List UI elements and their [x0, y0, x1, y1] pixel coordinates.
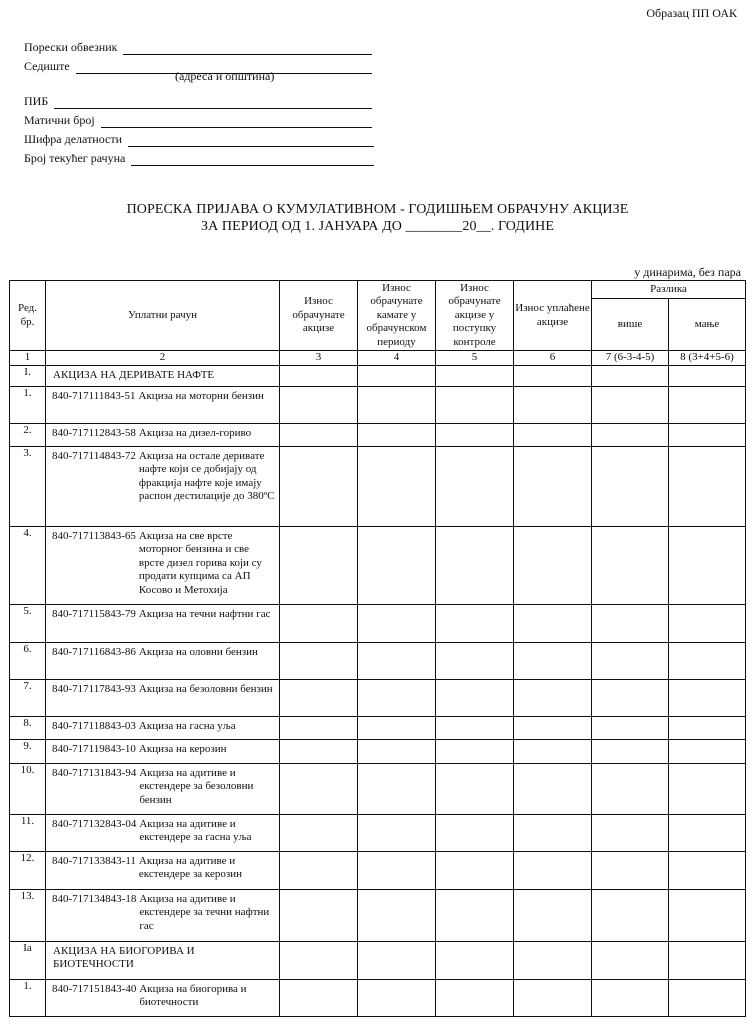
row-number: 1. — [10, 979, 46, 1016]
amount-cell[interactable] — [592, 679, 669, 716]
amount-cell[interactable] — [592, 386, 669, 423]
col-number: 8 (3+4+5-6) — [669, 351, 746, 366]
amount-cell[interactable] — [436, 739, 514, 763]
amount-cell[interactable] — [592, 526, 669, 604]
amount-cell[interactable] — [514, 526, 592, 604]
header-excise-amount: Износ обрачунате акцизе — [280, 281, 358, 351]
account-code: 840-717112843-58 — [52, 426, 136, 439]
excise-table — [9, 280, 746, 1017]
amount-cell[interactable] — [436, 604, 514, 642]
table-row — [10, 851, 746, 889]
account-description: Акциза на оловни бензин — [138, 645, 258, 658]
row-number: 5. — [10, 604, 46, 642]
amount-cell[interactable] — [514, 446, 592, 526]
amount-cell[interactable] — [358, 716, 436, 739]
table-row — [10, 763, 746, 814]
amount-cell[interactable] — [358, 851, 436, 889]
field-label: Порески обвезник — [24, 40, 118, 54]
row-number: 2. — [10, 423, 46, 446]
amount-cell[interactable] — [669, 814, 746, 851]
amount-cell[interactable] — [436, 642, 514, 679]
account-description: Акциза на адитиве и екстендере за гасна уља — [139, 817, 252, 843]
field-blank[interactable] — [54, 96, 372, 109]
amount-cell[interactable] — [436, 679, 514, 716]
row-number: 13. — [10, 889, 46, 941]
amount-cell[interactable] — [280, 386, 358, 423]
title-line-1: ПОРЕСКА ПРИЈАВА О КУМУЛАТИВНОМ - ГОДИШЊЕМ ОБРАЧУНУ АКЦИЗЕ — [126, 202, 629, 217]
table-row — [10, 446, 746, 526]
col-number: 3 — [280, 351, 358, 366]
amount-cell[interactable] — [280, 604, 358, 642]
table-row — [10, 423, 746, 446]
amount-cell[interactable] — [592, 739, 669, 763]
account-code: 840-717133843-11 — [52, 854, 136, 867]
account-description: Акциза на адитиве и екстендере за течни нафтни гас — [139, 892, 270, 932]
account-code: 840-717114843-72 — [52, 449, 136, 462]
amount-cell[interactable] — [669, 446, 746, 526]
account-code: 840-717115843-79 — [52, 607, 136, 620]
page-title — [0, 201, 755, 235]
field-blank[interactable] — [123, 42, 372, 55]
row-number: Ia — [10, 941, 46, 979]
amount-cell[interactable] — [280, 642, 358, 679]
amount-cell[interactable] — [280, 679, 358, 716]
row-number: 7. — [10, 679, 46, 716]
amount-cell[interactable] — [669, 941, 746, 979]
amount-cell[interactable] — [436, 941, 514, 979]
col-number: 5 — [436, 351, 514, 366]
header-more: више — [592, 299, 669, 351]
account-description: Акциза на дизел-гориво — [138, 426, 252, 439]
amount-cell[interactable] — [592, 642, 669, 679]
table-row — [10, 739, 746, 763]
header-paid-amount: Износ уплаћене акцизе — [514, 281, 592, 351]
amount-cell[interactable] — [669, 679, 746, 716]
account-description: Акциза на остале деривате нафте који се добијају од фракција нафте које имају распон дестилације до 380ºC — [138, 449, 275, 502]
amount-cell[interactable] — [514, 423, 592, 446]
amount-cell[interactable] — [514, 979, 592, 1016]
amount-cell[interactable] — [592, 763, 669, 814]
account-code: 840-717134843-18 — [52, 892, 137, 905]
amount-cell[interactable] — [280, 941, 358, 979]
amount-cell[interactable] — [358, 386, 436, 423]
amount-cell[interactable] — [436, 979, 514, 1016]
amount-cell[interactable] — [669, 979, 746, 1016]
amount-cell[interactable] — [669, 716, 746, 739]
amount-cell[interactable] — [669, 386, 746, 423]
amount-cell[interactable] — [280, 979, 358, 1016]
account-code: 840-717116843-86 — [52, 645, 136, 658]
amount-cell[interactable] — [669, 365, 746, 386]
amount-cell[interactable] — [436, 423, 514, 446]
table-row — [10, 386, 746, 423]
amount-cell[interactable] — [358, 941, 436, 979]
row-number: 1. — [10, 386, 46, 423]
amount-cell[interactable] — [436, 889, 514, 941]
row-number: 11. — [10, 814, 46, 851]
form-code: Образац ПП ОАК — [646, 6, 737, 20]
amount-cell[interactable] — [436, 386, 514, 423]
amount-cell[interactable] — [358, 979, 436, 1016]
amount-cell[interactable] — [514, 679, 592, 716]
amount-cell[interactable] — [592, 604, 669, 642]
account-code: 840-717151843-40 — [52, 982, 137, 995]
amount-cell[interactable] — [358, 526, 436, 604]
amount-cell[interactable] — [358, 679, 436, 716]
account-code: 840-717132843-04 — [52, 817, 137, 830]
amount-cell[interactable] — [592, 423, 669, 446]
amount-cell[interactable] — [669, 739, 746, 763]
amount-cell[interactable] — [358, 889, 436, 941]
row-number: 8. — [10, 716, 46, 739]
col-number: 6 — [514, 351, 592, 366]
header-payment-account: Уплатни рачун — [46, 281, 280, 351]
amount-cell[interactable] — [358, 423, 436, 446]
amount-cell[interactable] — [436, 365, 514, 386]
amount-cell[interactable] — [514, 941, 592, 979]
field-taxpayer — [24, 36, 372, 55]
amount-cell[interactable] — [669, 642, 746, 679]
col-number: 2 — [46, 351, 280, 366]
amount-cell[interactable] — [514, 739, 592, 763]
amount-cell[interactable] — [436, 716, 514, 739]
row-number: 3. — [10, 446, 46, 526]
amount-cell[interactable] — [514, 814, 592, 851]
table-row — [10, 642, 746, 679]
table-row — [10, 979, 746, 1016]
amount-cell[interactable] — [514, 642, 592, 679]
table-row — [10, 604, 746, 642]
currency-note: у динарима, без пара — [634, 265, 741, 279]
field-account-number — [24, 147, 374, 166]
amount-cell[interactable] — [669, 763, 746, 814]
amount-cell[interactable] — [436, 851, 514, 889]
field-label: Матични број — [24, 113, 95, 127]
field-label: Седиште — [24, 59, 70, 73]
account-description: Акциза на гасна уља — [138, 719, 236, 732]
column-number-row — [10, 351, 746, 366]
col-number: 1 — [10, 351, 46, 366]
address-note: (адреса и општина) — [175, 69, 275, 83]
amount-cell[interactable] — [280, 889, 358, 941]
table-row — [10, 889, 746, 941]
field-registry-number — [24, 109, 372, 128]
col-number: 7 (6-3-4-5) — [592, 351, 669, 366]
field-label: Шифра делатности — [24, 132, 123, 146]
amount-cell[interactable] — [592, 716, 669, 739]
amount-cell[interactable] — [514, 386, 592, 423]
header-difference: Разлика — [592, 281, 746, 299]
account-description: Акциза на адитиве и екстендере за безоловни бензин — [139, 766, 254, 806]
account-description: Акциза на течни нафтни гас — [138, 607, 271, 620]
amount-cell[interactable] — [280, 365, 358, 386]
amount-cell[interactable] — [592, 851, 669, 889]
amount-cell[interactable] — [280, 739, 358, 763]
header-interest-amount: Износ обрачунате камате у обрачунском периоду — [358, 281, 436, 351]
amount-cell[interactable] — [358, 814, 436, 851]
account-code: 840-717113843-65 — [52, 529, 136, 542]
amount-cell[interactable] — [280, 851, 358, 889]
amount-cell[interactable] — [669, 604, 746, 642]
amount-cell[interactable] — [280, 716, 358, 739]
amount-cell[interactable] — [280, 446, 358, 526]
amount-cell[interactable] — [436, 526, 514, 604]
amount-cell[interactable] — [592, 365, 669, 386]
field-blank[interactable] — [131, 153, 374, 166]
account-description: Акциза на све врсте моторног бензина и све врсте дизел горива који су продати купцима са АП Косово и Метохија — [138, 529, 262, 596]
field-activity-code — [24, 128, 374, 147]
amount-cell[interactable] — [514, 716, 592, 739]
amount-cell[interactable] — [514, 889, 592, 941]
amount-cell[interactable] — [592, 979, 669, 1016]
row-number: I. — [10, 365, 46, 386]
amount-cell[interactable] — [514, 365, 592, 386]
table-row — [10, 941, 746, 979]
row-number: 4. — [10, 526, 46, 604]
amount-cell[interactable] — [358, 642, 436, 679]
header-control-amount: Износ обрачунате акцизе у поступку контроле — [436, 281, 514, 351]
header-row-number: Ред. бр. — [10, 281, 46, 351]
amount-cell[interactable] — [669, 526, 746, 604]
amount-cell[interactable] — [436, 446, 514, 526]
field-label: Број текућег рачуна — [24, 151, 126, 165]
amount-cell[interactable] — [514, 604, 592, 642]
amount-cell[interactable] — [669, 889, 746, 941]
account-code: 840-717119843-10 — [52, 742, 136, 755]
account-code: 840-717117843-93 — [52, 682, 136, 695]
amount-cell[interactable] — [280, 814, 358, 851]
title-line-2: ЗА ПЕРИОД ОД 1. ЈАНУАРА ДО ________20__. ГОДИНЕ — [200, 219, 555, 234]
amount-cell[interactable] — [358, 763, 436, 814]
account-code: 840-717118843-03 — [52, 719, 136, 732]
field-blank[interactable] — [128, 134, 374, 147]
amount-cell[interactable] — [358, 446, 436, 526]
table-row — [10, 526, 746, 604]
taxpayer-fields — [24, 36, 374, 166]
row-number: 9. — [10, 739, 46, 763]
section-title: АКЦИЗА НА БИОГОРИВА И БИОТЕЧНОСТИ — [53, 944, 195, 970]
amount-cell[interactable] — [592, 941, 669, 979]
section-title: АКЦИЗА НА ДЕРИВАТЕ НАФТЕ — [53, 368, 215, 381]
amount-cell[interactable] — [358, 739, 436, 763]
amount-cell[interactable] — [669, 423, 746, 446]
amount-cell[interactable] — [280, 526, 358, 604]
table-row — [10, 679, 746, 716]
header-less: мање — [669, 299, 746, 351]
account-description: Акциза на адитиве и екстендере за керозин — [138, 854, 242, 880]
amount-cell[interactable] — [280, 423, 358, 446]
amount-cell[interactable] — [592, 889, 669, 941]
amount-cell[interactable] — [514, 851, 592, 889]
amount-cell[interactable] — [358, 365, 436, 386]
table-row — [10, 365, 746, 386]
row-number: 10. — [10, 763, 46, 814]
amount-cell[interactable] — [358, 604, 436, 642]
row-number: 12. — [10, 851, 46, 889]
account-description: Акциза на безоловни бензин — [138, 682, 273, 695]
account-code: 840-717131843-94 — [52, 766, 137, 779]
row-number: 6. — [10, 642, 46, 679]
field-label: ПИБ — [24, 94, 49, 108]
amount-cell[interactable] — [514, 763, 592, 814]
amount-cell[interactable] — [592, 446, 669, 526]
account-description: Акциза на моторни бензин — [138, 389, 264, 402]
field-blank[interactable] — [101, 115, 372, 128]
field-pib — [24, 90, 372, 109]
account-description: Акциза на биогорива и биотечности — [139, 982, 247, 1008]
amount-cell[interactable] — [280, 763, 358, 814]
amount-cell[interactable] — [436, 763, 514, 814]
table-row — [10, 814, 746, 851]
amount-cell[interactable] — [669, 851, 746, 889]
col-number: 4 — [358, 351, 436, 366]
account-code: 840-717111843-51 — [52, 389, 136, 402]
amount-cell[interactable] — [436, 814, 514, 851]
amount-cell[interactable] — [592, 814, 669, 851]
table-row — [10, 716, 746, 739]
account-description: Акциза на керозин — [138, 742, 227, 755]
